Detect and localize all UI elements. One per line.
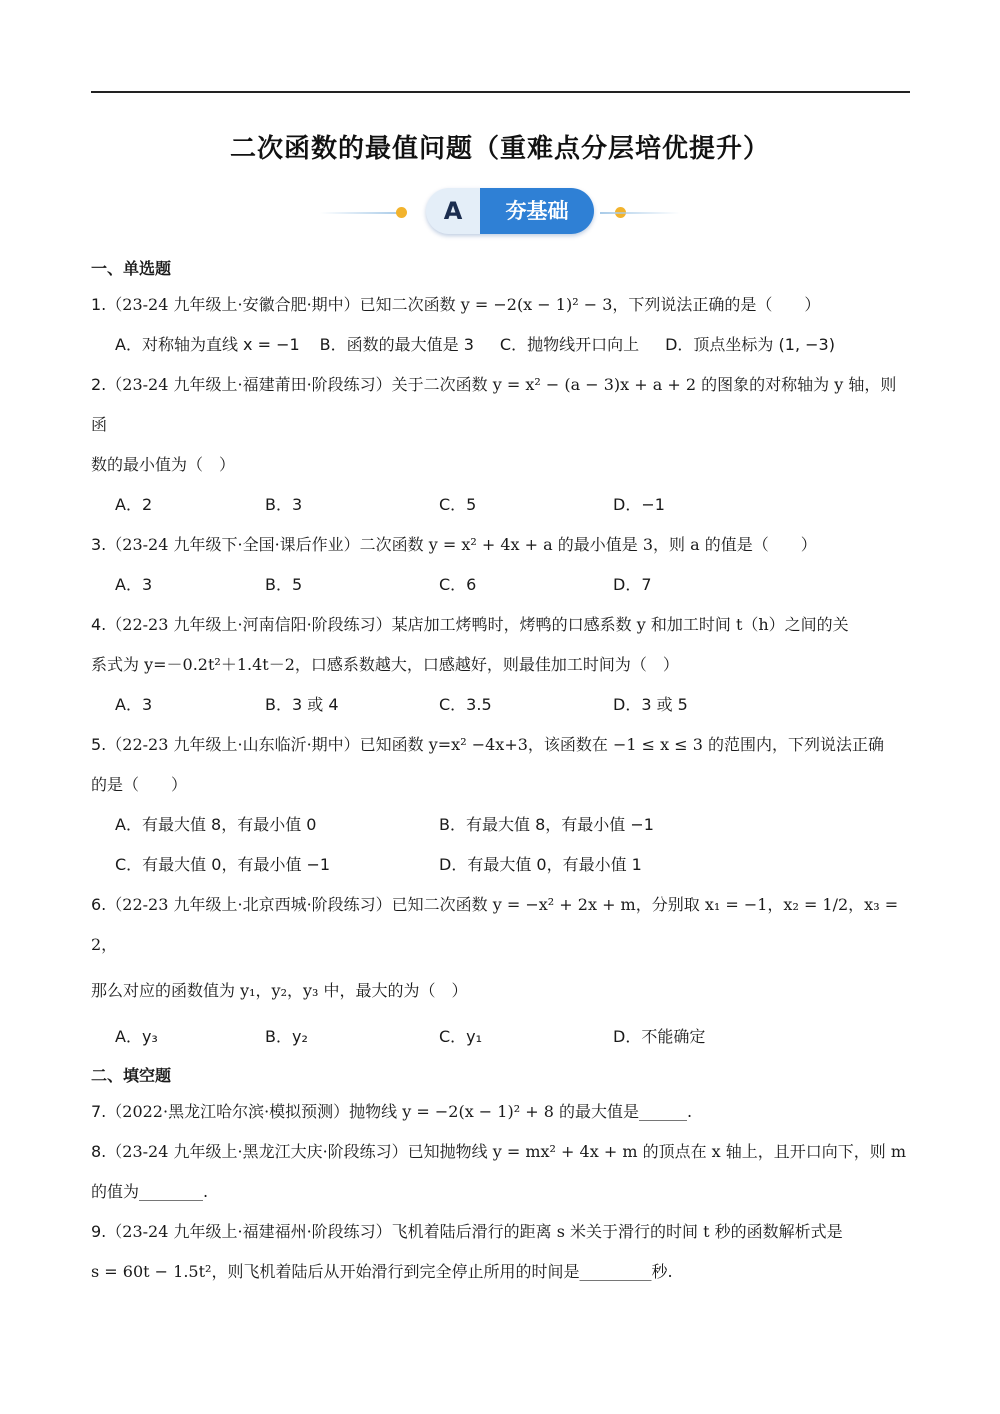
question-1 (91, 285, 911, 325)
question-text: （23-24 九年级下·全国·课后作业）二次函数 y = x² + 4x + a 的最小值是 3，则 a 的值是（ ） (106, 535, 817, 554)
question-number: 8. (91, 1142, 107, 1161)
question-number: 2. (91, 375, 107, 394)
options-row (91, 565, 911, 605)
level-badge (426, 188, 594, 234)
question-text: （22-23 九年级上·北京西城·阶段练习）已知二次函数 y = −x² + 2x + m，分别取 x₁ = −1，x₂ = 1/2，x₃ = 2， (91, 895, 899, 954)
options-row (91, 845, 911, 885)
option-a: A．y₃ (115, 1027, 158, 1046)
question-6 (91, 885, 911, 965)
question-2-cont: 数的最小值为（ ） (91, 455, 236, 474)
option-c: C．5 (439, 495, 477, 514)
level-label: 夯基础 (480, 188, 594, 234)
banner-line-left (320, 212, 400, 214)
question-3 (91, 525, 911, 565)
option-a: A．2 (115, 495, 153, 514)
options-row (91, 325, 911, 365)
option-b: B．3 (265, 495, 303, 514)
question-text: （22-23 九年级上·山东临沂·期中）已知函数 y=x² −4x+3，该函数在 −1 ≤ x ≤ 3 的范围内，下列说法正确 (106, 735, 885, 754)
banner-dot-left (396, 207, 407, 218)
top-rule (91, 91, 910, 93)
question-6-cont: 那么对应的函数值为 y₁，y₂，y₃ 中，最大的为（ ） (91, 981, 468, 1000)
question-4 (91, 605, 911, 645)
question-content (91, 250, 911, 1292)
question-number: 9. (91, 1222, 107, 1241)
option-d: D．3 或 5 (613, 695, 688, 714)
options-row (91, 685, 911, 725)
page-title: 二次函数的最值问题（重难点分层培优提升） (229, 134, 770, 164)
question-text: （23-24 九年级上·安徽合肥·期中）已知二次函数 y = −2(x − 1)² − 3，下列说法正确的是（ ） (106, 295, 821, 314)
option-c: C．抛物线开口向上 (499, 335, 640, 354)
question-number: 3. (91, 535, 107, 554)
banner-line-right (600, 212, 680, 214)
question-number: 5. (91, 735, 107, 754)
option-b: B．y₂ (265, 1027, 308, 1046)
option-c: C．3.5 (439, 695, 492, 714)
level-letter: A (443, 197, 463, 225)
question-number: 1. (91, 295, 107, 314)
option-c: C．6 (439, 575, 477, 594)
question-number: 6. (91, 895, 107, 914)
options-row (91, 485, 911, 525)
question-4-cont: 系式为 y=－0.2t²＋1.4t－2，口感系数越大，口感越好，则最佳加工时间为（ ） (91, 655, 679, 674)
option-a: A．对称轴为直线 x = −1 (115, 335, 300, 354)
option-a: A．3 (115, 695, 153, 714)
option-b: B．有最大值 8，有最小值 −1 (439, 815, 654, 834)
option-c: C．y₁ (439, 1027, 483, 1046)
question-8 (91, 1132, 911, 1172)
question-5-cont: 的是（ ） (91, 775, 188, 794)
option-d: D．7 (613, 575, 652, 594)
options-row (91, 805, 911, 845)
option-d: D．不能确定 (613, 1027, 706, 1046)
question-text: （23-24 九年级上·福建莆田·阶段练习）关于二次函数 y = x² − (a − 3)x + a + 2 的图象的对称轴为 y 轴，则函 (91, 375, 897, 434)
question-2 (91, 365, 911, 445)
option-a: A．3 (115, 575, 153, 594)
option-d: D．顶点坐标为 (1, −3) (665, 335, 835, 354)
option-b: B．函数的最大值是 3 (319, 335, 474, 354)
options-row (91, 1017, 911, 1057)
question-9 (91, 1212, 911, 1252)
option-a: A．有最大值 8，有最小值 0 (115, 815, 317, 834)
question-text: （23-24 九年级上·福建福州·阶段练习）飞机着陆后滑行的距离 s 米关于滑行的时间 t 秒的函数解析式是 (106, 1222, 843, 1241)
level-banner (320, 186, 680, 238)
section-heading: 二、填空题 (91, 1066, 172, 1085)
section-heading: 一、单选题 (91, 259, 172, 278)
option-d: D．−1 (613, 495, 665, 514)
question-8-cont: 的值为________. (91, 1182, 209, 1201)
question-text: （2022·黑龙江哈尔滨·模拟预测）抛物线 y = −2(x − 1)² + 8 的最大值是______. (106, 1102, 693, 1121)
question-9-cont: s = 60t − 1.5t²，则飞机着陆后从开始滑行到完全停止所用的时间是_________秒. (91, 1262, 673, 1281)
question-number: 4. (91, 615, 107, 634)
option-c: C．有最大值 0，有最小值 −1 (115, 855, 331, 874)
option-b: B．3 或 4 (265, 695, 339, 714)
question-5 (91, 725, 911, 765)
question-text: （22-23 九年级上·河南信阳·阶段练习）某店加工烤鸭时，烤鸭的口感系数 y 和加工时间 t（h）之间的关 (106, 615, 849, 634)
option-b: B．5 (265, 575, 303, 594)
question-number: 7. (91, 1102, 107, 1121)
option-d: D．有最大值 0，有最小值 1 (439, 855, 642, 874)
question-7 (91, 1092, 911, 1132)
question-text: （23-24 九年级上·黑龙江大庆·阶段练习）已知抛物线 y = mx² + 4x + m 的顶点在 x 轴上，且开口向下，则 m (106, 1142, 907, 1161)
